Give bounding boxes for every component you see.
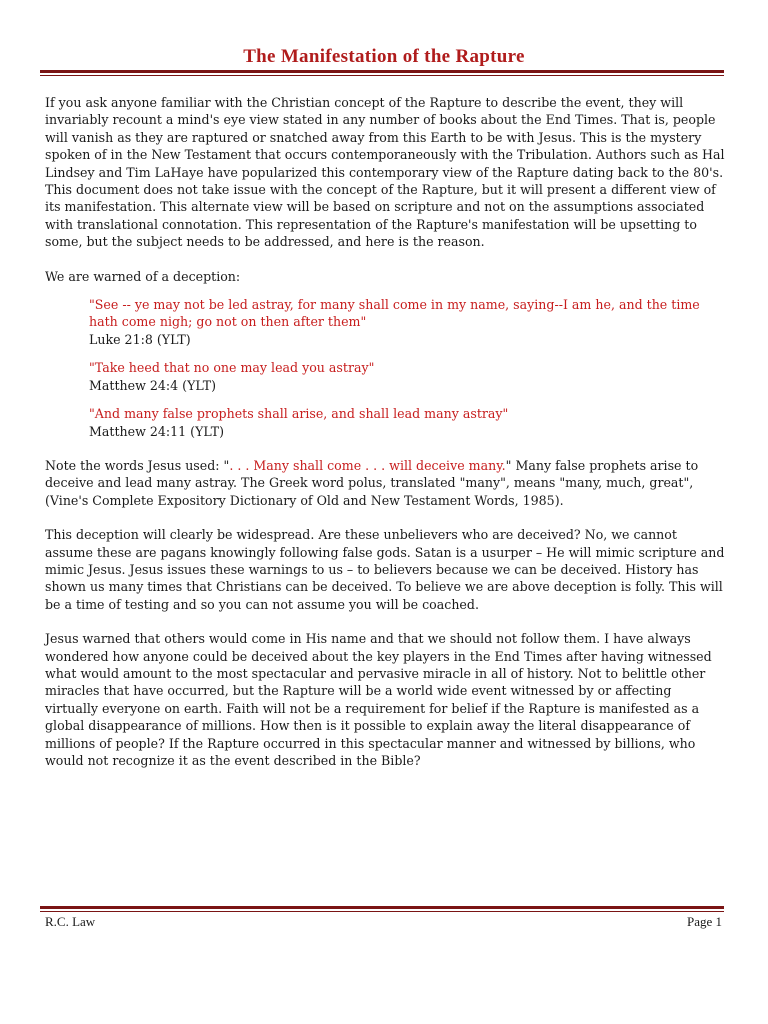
quote-reference: Luke 21:8 (YLT) (89, 331, 191, 347)
scripture-quote (89, 296, 725, 348)
document-body (45, 94, 725, 786)
header-rule (40, 70, 724, 76)
quote-text: "And many false prophets shall arise, and shall lead many astray" (89, 406, 509, 422)
quote-text: "See -- ye may not be led astray, for many shall come in my name, saying--I am he, and the time hath come nigh; go not on then after them" (89, 297, 700, 330)
note-paragraph (45, 457, 725, 509)
footer-rule (40, 906, 724, 912)
quote-reference: Matthew 24:4 (YLT) (89, 377, 217, 393)
deception-paragraph: This deception will clearly be widespread. Are these unbelievers who are deceived? No, we cannot assume these are pagans knowingly following false gods. Satan is a usurper – He will mimic scripture and mimic Jesus. Jesus issues these warnings to us – to believers because we can be deceived. History has shown us many times that Christians can be deceived. To believe we are above deception is folly. This will be a time of testing and so you can not assume you will be coached. (45, 527, 725, 612)
scripture-quote (89, 405, 725, 440)
rapture-paragraph: Jesus warned that others would come in His name and that we should not follow them. I have always wondered how anyone could be deceived about the key players in the End Times after having witnessed what would amount to the most spectacular and pervasive miracle in all of history. Not to belittle other miracles that have occurred, but the Rapture will be a world wide event witnessed by or affecting virtually everyone on earth. Faith will not be a requirement for belief if the Rapture is manifested as a global disappearance of millions. How then is it possible to explain away the literal disappearance of millions of people? If the Rapture occurred in this spectacular manner and witnessed by billions, who would not recognize it as the event described in the Bible? (45, 631, 712, 768)
quote-text: "Take heed that no one may lead you astray" (89, 360, 375, 376)
note-text-after: " Many false prophets arise to deceive and lead many astray. The Greek word polus, translated "many", means "many, much, great", (Vine's Complete Expository Dictionary of Old and New Testament Words, 1985). (45, 457, 699, 508)
document-title: The Manifestation of the Rapture (243, 46, 525, 67)
scripture-quote (89, 359, 725, 394)
note-highlight: . . . Many shall come . . . will deceive many. (229, 457, 506, 473)
intro-paragraph: If you ask anyone familiar with the Christian concept of the Rapture to describe the event, they will invariably recount a mind's eye view stated in any number of books about the End Times. That is, people will vanish as they are raptured or snatched away from this Earth to be with Jesus. This is the mystery spoken of in the New Testament that occurs contemporaneously with the Tribulation. Authors such as Hal Lindsey and Tim LaHaye have popularized this contemporary view of the Rapture dating back to the 80's. This document does not take issue with the concept of the Rapture, but it will present a different view of its manifestation. This alternate view will be based on scripture and not on the assumptions associated with translational connotation. This representation of the Rapture's manifestation will be upsetting to some, but the subject needs to be addressed, and here is the reason. (45, 95, 725, 250)
note-text-before: Note the words Jesus used: " (45, 457, 230, 473)
quote-reference: Matthew 24:11 (YLT) (89, 423, 225, 439)
footer-author: R.C. Law (45, 914, 96, 929)
page-number: Page 1 (686, 914, 722, 929)
page-footer (45, 914, 722, 930)
warning-intro: We are warned of a deception: (45, 268, 241, 284)
